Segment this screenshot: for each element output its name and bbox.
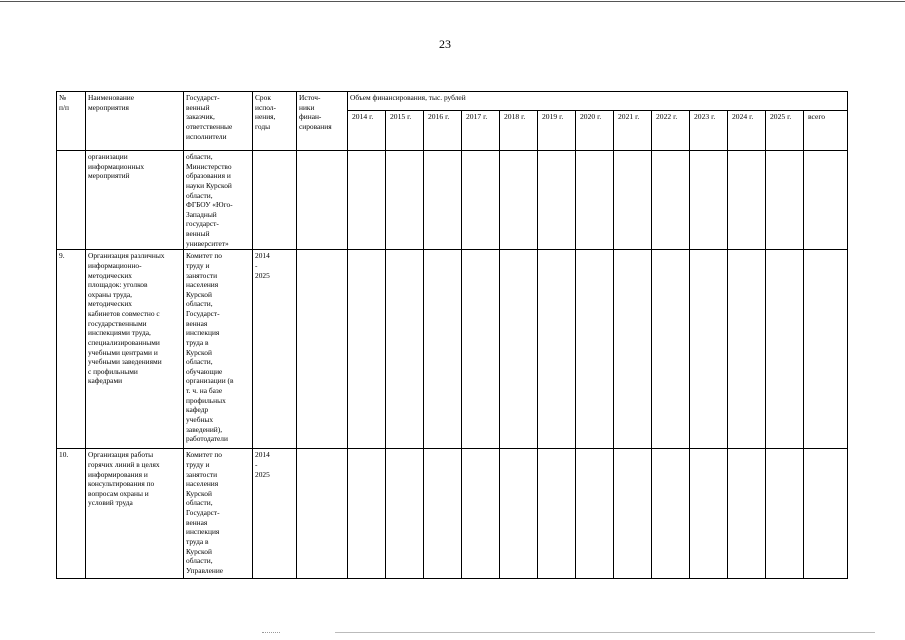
row-year-cell xyxy=(652,151,690,250)
row-year-cell xyxy=(538,250,576,449)
row-year-cell xyxy=(386,151,424,250)
row-num: 9. xyxy=(57,250,86,449)
row-year-cell xyxy=(690,449,728,579)
header-year: 2016 г. xyxy=(424,111,462,151)
header-activity-name: Наименование мероприятия xyxy=(86,92,184,151)
header-year: 2022 г. xyxy=(652,111,690,151)
row-year-cell xyxy=(500,151,538,250)
row-funding-source xyxy=(297,151,348,250)
header-year: 2025 г. xyxy=(766,111,804,151)
table-row xyxy=(57,250,848,449)
scan-artifact-dash xyxy=(262,632,280,634)
row-year-cell xyxy=(462,151,500,250)
header-year: 2017 г. xyxy=(462,111,500,151)
row-num: 10. xyxy=(57,449,86,579)
row-funding-source xyxy=(297,449,348,579)
header-row-top xyxy=(57,92,848,111)
row-year-cell xyxy=(386,250,424,449)
row-year-cell xyxy=(348,151,386,250)
header-year: 2019 г. xyxy=(538,111,576,151)
row-activity-name: организации информационных мероприятий xyxy=(86,151,184,250)
header-state-customer: Государст- венный заказчик, ответственные исполнители xyxy=(184,92,253,151)
row-year-cell xyxy=(766,151,804,250)
program-activities-table xyxy=(56,91,848,579)
header-term: Срок испол- нения, годы xyxy=(253,92,297,151)
header-year: 2015 г. xyxy=(386,111,424,151)
row-activity-name: Организация различных информационно- методических площадок: уголков охраны труда, методических кабинетов совместно с государственными инспекциями труда, специализированными учебными центрами и учебными заведениями с профильными кафедрами xyxy=(86,250,184,449)
row-funding-source xyxy=(297,250,348,449)
row-year-cell xyxy=(576,250,614,449)
header-funding-volume: Объем финансирования, тыс. рублей xyxy=(348,92,848,111)
row-year-cell xyxy=(500,250,538,449)
row-year-cell xyxy=(424,151,462,250)
row-year-cell xyxy=(766,250,804,449)
top-border-line xyxy=(0,1,905,2)
row-term: 2014 - 2025 xyxy=(253,250,297,449)
row-state-customer: Комитет по труду и занятости населения Курской области, Государст- венная инспекция труда в Курской области, обучающие организации (в т. ч. на базе профильных кафедр учебных заведений), работодатели xyxy=(184,250,253,449)
row-total-cell xyxy=(804,250,848,449)
row-year-cell xyxy=(348,449,386,579)
row-year-cell xyxy=(690,151,728,250)
row-year-cell xyxy=(576,449,614,579)
row-year-cell xyxy=(424,449,462,579)
page-number: 23 xyxy=(439,37,451,51)
header-total: всего xyxy=(804,111,848,151)
row-year-cell xyxy=(728,250,766,449)
row-year-cell xyxy=(652,449,690,579)
row-year-cell xyxy=(462,449,500,579)
row-year-cell xyxy=(652,250,690,449)
row-year-cell xyxy=(614,151,652,250)
header-year: 2023 г. xyxy=(690,111,728,151)
scan-artifact-line xyxy=(335,632,875,633)
row-year-cell xyxy=(348,250,386,449)
row-state-customer: Комитет по труду и занятости населения Курской области, Государст- венная инспекция труда в Курской области, Управление xyxy=(184,449,253,579)
row-year-cell xyxy=(690,250,728,449)
row-term xyxy=(253,151,297,250)
row-term: 2014 - 2025 xyxy=(253,449,297,579)
table-row xyxy=(57,151,848,250)
row-year-cell xyxy=(614,449,652,579)
header-year: 2021 г. xyxy=(614,111,652,151)
row-total-cell xyxy=(804,449,848,579)
row-year-cell xyxy=(614,250,652,449)
header-year: 2020 г. xyxy=(576,111,614,151)
row-year-cell xyxy=(386,449,424,579)
row-year-cell xyxy=(576,151,614,250)
row-year-cell xyxy=(462,250,500,449)
row-year-cell xyxy=(538,449,576,579)
header-year: 2014 г. xyxy=(348,111,386,151)
row-year-cell xyxy=(500,449,538,579)
row-state-customer: области, Министерство образования и науки Курской области, ФГБОУ «Юго- Западный государст- венный университет» xyxy=(184,151,253,250)
row-year-cell xyxy=(766,449,804,579)
row-activity-name: Организация работы горячих линий в целях информирования и консультирования по вопросам охраны и условий труда xyxy=(86,449,184,579)
row-year-cell xyxy=(538,151,576,250)
header-num: № п/п xyxy=(57,92,86,151)
row-year-cell xyxy=(424,250,462,449)
row-total-cell xyxy=(804,151,848,250)
row-year-cell xyxy=(728,449,766,579)
header-year: 2018 г. xyxy=(500,111,538,151)
row-year-cell xyxy=(728,151,766,250)
row-num xyxy=(57,151,86,250)
table-row xyxy=(57,449,848,579)
header-funding-source: Источ- ники финан- сирования xyxy=(297,92,348,151)
header-year: 2024 г. xyxy=(728,111,766,151)
